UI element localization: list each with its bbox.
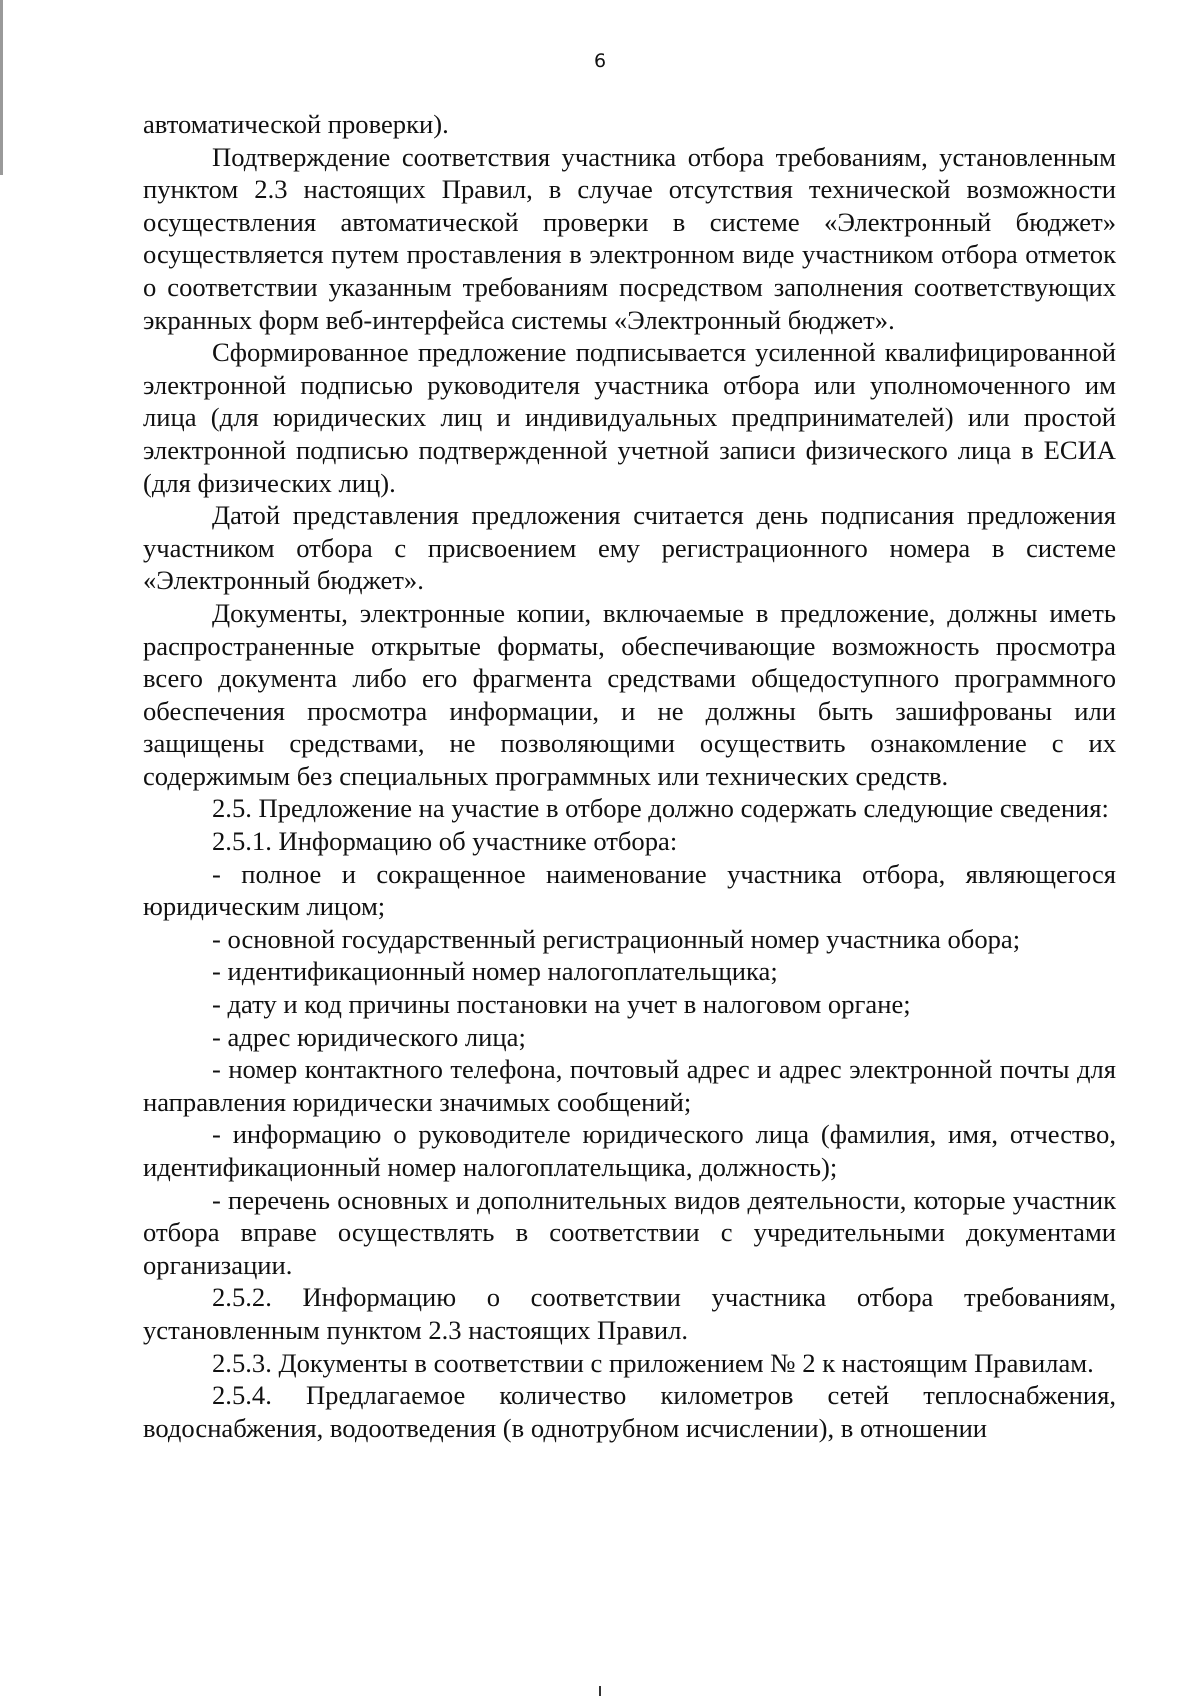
scan-edge-mark (0, 0, 3, 175)
paragraph-continuation: автоматической проверки). (143, 109, 449, 139)
paragraph-confirmation: Подтверждение соответствия участника отбора требованиям, установленным пунктом 2.3 настоящих Правил, в случае отсутствия технической возможности осуществления автоматической проверки в системе «Электронный бюджет» осуществляется путем проставления в электронном виде участником отбора отметок о соответствии указанным требованиям посредством заполнения соответствующих экранных форм веб-интерфейса системы «Электронный бюджет». (143, 141, 1116, 335)
list-item-activities: - перечень основных и дополнительных видов деятельности, которые участник отбора вправе осуществлять в соответствии с учредительными документами организации. (143, 1184, 1116, 1280)
paragraph-document-formats: Документы, электронные копии, включаемые в предложение, должны иметь распространенные открытые форматы, обеспечивающие возможность просмотра всего документа либо его фрагмента средствами общедоступного программного обеспечения просмотра информации, и не должны быть зашифрованы или защищены средствами, не позволяющими осуществить ознакомление с их содержимым без специальных программных или технических средств. (143, 597, 1116, 791)
page-number: 6 (593, 50, 607, 72)
list-item-kpp: - дату и код причины постановки на учет в налоговом органе; (212, 989, 911, 1020)
list-item-inn: - идентификационный номер налогоплательщика; (212, 956, 778, 987)
section-2-5-1: 2.5.1. Информацию об участнике отбора: (212, 826, 678, 857)
list-item-director: - информацию о руководителе юридического лица (фамилия, имя, отчество, идентификационный номер налогоплательщика, должность); (143, 1119, 1116, 1182)
document-body (143, 108, 1116, 1444)
paragraph-submission-date: Датой представления предложения считается день подписания предложения участником отбора с присвоением ему регистрационного номера в системе «Электронный бюджет». (143, 500, 1116, 596)
scan-bottom-mark (599, 1686, 601, 1696)
section-2-5-4: 2.5.4. Предлагаемое количество километров сетей теплоснабжения, водоснабжения, водоотведения (в однотрубном исчислении), в отношении (143, 1380, 1116, 1443)
list-item-ogrn: - основной государственный регистрационный номер участника обора; (212, 923, 1021, 954)
list-item-contacts: - номер контактного телефона, почтовый адрес и адрес электронной почты для направления юридически значимых сообщений; (143, 1054, 1116, 1117)
list-item-address: - адрес юридического лица; (212, 1021, 526, 1052)
section-2-5-3: 2.5.3. Документы в соответствии с приложением № 2 к настоящим Правилам. (212, 1347, 1094, 1378)
section-2-5-2: 2.5.2. Информацию о соответствии участника отбора требованиям, установленным пунктом 2.3 настоящих Правил. (143, 1282, 1116, 1345)
paragraph-signature: Сформированное предложение подписывается усиленной квалифицированной электронной подписью руководителя участника отбора или уполномоченного им лица (для юридических лиц и индивидуальных предпринимателей) или простой электронной подписью подтвержденной учетной записи физического лица в ЕСИА (для физических лиц). (143, 337, 1116, 498)
list-item-name: - полное и сокращенное наименование участника отбора, являющегося юридическим лицом; (143, 858, 1116, 922)
section-2-5: 2.5. Предложение на участие в отборе должно содержать следующие сведения: (212, 793, 1109, 824)
